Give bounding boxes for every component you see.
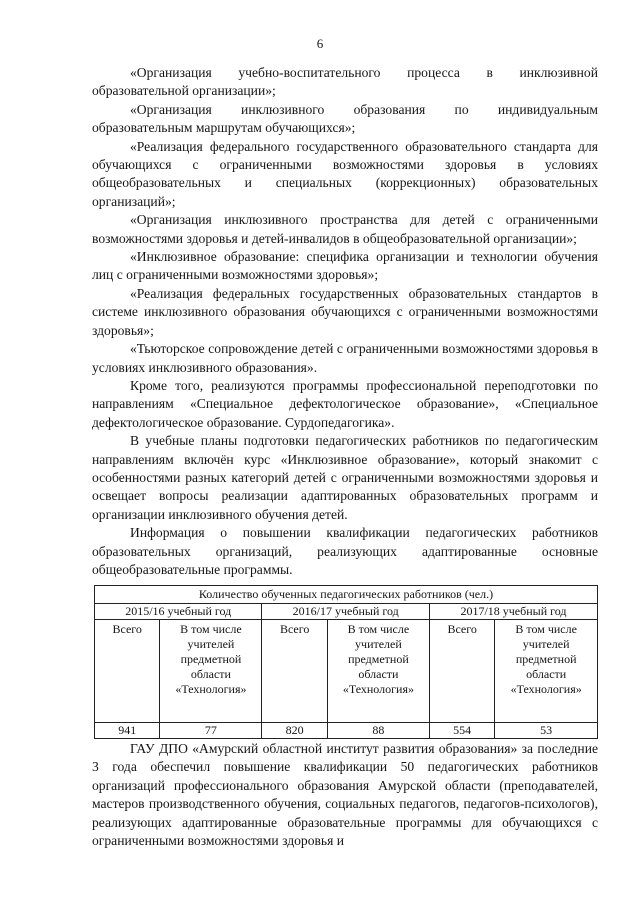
year-header: 2016/17 учебный год	[262, 604, 429, 620]
table-label-row	[95, 620, 598, 723]
paragraph-course-2: «Организация инклюзивного образования по индивидуальным образовательным маршрутам обучающихся»;	[92, 101, 598, 136]
column-header-subset: В том числе учителей предметной области «Технология»	[327, 620, 429, 723]
paragraph-course-1: «Организация учебно-воспитательного процесса в инклюзивной образовательной организации»;	[92, 65, 598, 99]
table-caption: Количество обученных педагогических работников (чел.)	[95, 586, 598, 604]
table-year-row	[95, 604, 598, 620]
paragraph-retraining: Кроме того, реализуются программы профессиональной переподготовки по направлениям «Специальное дефектологическое образование», «Специальное дефектологическое образование. Сурдопедагогика».	[92, 377, 598, 430]
paragraph-course-6: «Реализация федеральных государственных образовательных стандартов в системе инклюзивного образования обучающихся с ограниченными возможностями здоровья»;	[92, 285, 598, 338]
paragraph-course-5: «Инклюзивное образование: специфика организации и технологии обучения лиц с ограниченными возможностями здоровья»;	[92, 249, 598, 283]
table-cell-total: 820	[262, 723, 327, 739]
column-header-total: Всего	[262, 620, 327, 723]
paragraph-course-7: «Тьюторское сопровождение детей с ограниченными возможностями здоровья в условиях инклюзивного образования».	[92, 341, 598, 375]
column-header-subset: В том числе учителей предметной области «Технология»	[160, 620, 262, 723]
paragraph-course-4: «Организация инклюзивного пространства для детей с ограниченными возможностями здоровья и детей-инвалидов в общеобразовательной организации»;	[92, 212, 598, 246]
column-header-total: Всего	[95, 620, 160, 723]
table-cell-total: 554	[429, 723, 494, 739]
table-cell-total: 941	[95, 723, 160, 739]
column-header-total: Всего	[429, 620, 494, 723]
paragraph-table-intro: Информация о повышении квалификации педагогических работников образовательных организаций, реализующих адаптированные основные общеобразовательные программы.	[92, 525, 598, 577]
table-cell-subset: 88	[327, 723, 429, 739]
body-text-bottom	[92, 740, 598, 850]
table-cell-subset: 53	[495, 723, 598, 739]
paragraph-institute: ГАУ ДПО «Амурский областной институт развития образования» за последние 3 года обеспечил повышение квалификации 50 педагогических работников организаций профессионального образования Амурской области (преподавателей, мастеров производственного обучения, социальных педагогов, педагогов-психологов), реализующих адаптированные образовательные программы для обучающихся с ограниченными возможностями здоровья и	[92, 741, 598, 849]
page-number: 6	[316, 36, 324, 51]
paragraph-course-3: «Реализация федерального государственного образовательного стандарта для обучающихся с ограниченными возможностями здоровья в условиях общеобразовательных и специальных (коррекционных) образовательных организаций»;	[92, 138, 598, 209]
year-header: 2017/18 учебный год	[429, 604, 597, 620]
body-text-top	[92, 64, 598, 579]
paragraph-curriculum: В учебные планы подготовки педагогических работников по педагогическим направлениям включён курс «Инклюзивное образование», который знакомит с особенностями разных категорий детей с ограниченными возможностями здоровья и освещает вопросы реализации адаптированных образовательных программ и организации инклюзивного обучения детей.	[92, 433, 598, 522]
year-header: 2015/16 учебный год	[95, 604, 262, 620]
column-header-subset: В том числе учителей предметной области «Технология»	[495, 620, 598, 723]
table-value-row	[95, 723, 598, 739]
training-stats-table	[94, 585, 598, 739]
table-cell-subset: 77	[160, 723, 262, 739]
table-caption-row	[95, 586, 598, 604]
